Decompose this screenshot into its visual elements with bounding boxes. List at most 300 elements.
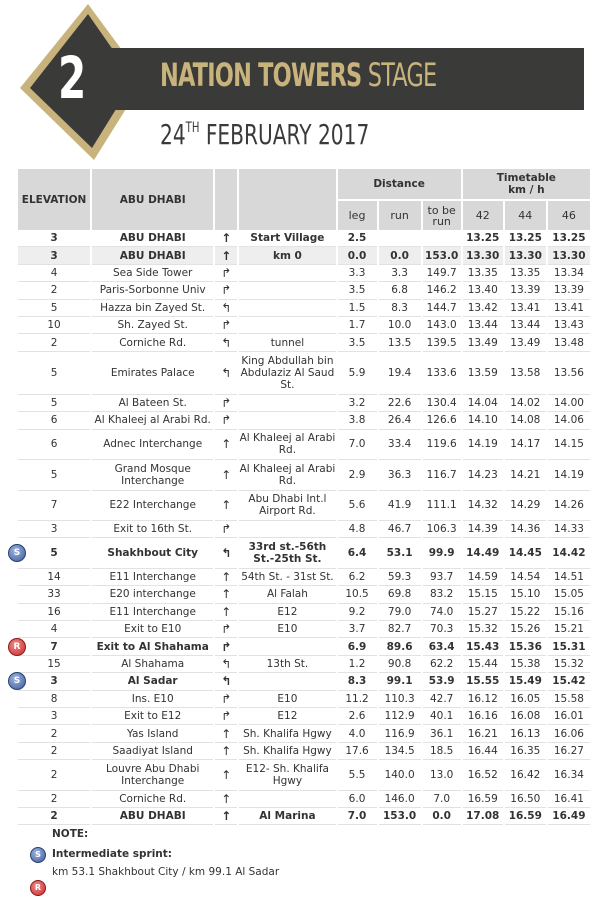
time-42-cell: [463, 247, 503, 264]
time-46-cell: [548, 491, 590, 522]
leg-text: 17.6: [345, 745, 369, 757]
location-cell: [92, 673, 213, 690]
leg-cell: [338, 521, 377, 538]
leg-cell: [338, 656, 377, 673]
elevation-text: 2: [50, 810, 58, 823]
time-44-text: 15.49: [508, 675, 542, 688]
time-42-cell: [463, 656, 503, 673]
time-42-cell: [463, 725, 503, 742]
elevation-cell: [18, 725, 90, 742]
time-46-text: 16.34: [553, 768, 584, 781]
street-cell: [239, 691, 335, 708]
time-44-cell: [505, 691, 546, 708]
turn-straight-icon: ↑: [221, 498, 232, 513]
to-be-run-text: 139.5: [426, 336, 457, 349]
to-be-run-cell: [423, 708, 461, 725]
time-44-cell: [505, 460, 546, 491]
turn-cell: [215, 230, 237, 247]
time-42-text: 13.40: [467, 284, 498, 297]
timetable: [13, 169, 592, 825]
location-cell: [92, 265, 213, 282]
run-cell: [379, 538, 421, 569]
elevation-text: 3: [50, 249, 58, 262]
table-row: [18, 708, 590, 725]
to-be-run-text: 130.4: [426, 396, 457, 409]
to-be-run-cell: [423, 247, 461, 264]
elevation-cell: [18, 334, 90, 351]
turn-right-icon: ↱: [221, 395, 232, 410]
to-be-run-cell: [423, 604, 461, 621]
turn-straight-icon: ↑: [221, 726, 232, 741]
turn-straight-icon: ↑: [221, 467, 232, 482]
to-be-run-text: 149.7: [426, 266, 457, 279]
sprint-title: Intermediate sprint:: [52, 848, 172, 860]
time-46-text: 14.00: [553, 396, 584, 409]
turn-straight-icon: ↑: [221, 248, 232, 263]
run-cell: [379, 230, 421, 247]
time-46-text: 16.27: [553, 745, 584, 757]
run-cell: [379, 282, 421, 299]
street-cell: [239, 673, 335, 690]
leg-cell: [338, 317, 377, 334]
time-44-text: 14.36: [510, 523, 541, 536]
sprint-icon: S: [30, 847, 46, 863]
street-text: Sh. Khalifa Hgwy: [243, 745, 332, 757]
time-42-text: 16.12: [467, 692, 498, 705]
time-44-cell: [505, 586, 546, 603]
to-be-run-cell: [423, 317, 461, 334]
time-44-cell: [505, 656, 546, 673]
time-46-cell: [548, 282, 590, 299]
time-44-text: 14.17: [510, 438, 541, 451]
location-cell: [92, 708, 213, 725]
to-be-run-cell: [423, 621, 461, 638]
time-46-cell: [548, 247, 590, 264]
location-text: Corniche Rd.: [119, 792, 187, 805]
time-42-text: 13.30: [466, 249, 500, 262]
leg-text: 7.0: [348, 438, 366, 451]
table-row: [18, 395, 590, 412]
elevation-cell: [18, 521, 90, 538]
time-46-cell: [548, 808, 590, 825]
leg-text: 3.5: [348, 336, 366, 349]
location-text: Yas Island: [126, 727, 179, 740]
time-44-cell: [505, 569, 546, 586]
time-44-cell: [505, 604, 546, 621]
location-text: E20 interchange: [109, 588, 196, 601]
turn-cell: [215, 334, 237, 351]
elevation-text: 5: [50, 396, 58, 409]
time-44-cell: [505, 282, 546, 299]
to-be-run-cell: [423, 352, 461, 395]
header-speed-44: 44: [505, 199, 546, 230]
time-46-cell: [548, 412, 590, 429]
to-be-run-text: 0.0: [432, 810, 451, 823]
table-row: [18, 673, 590, 690]
street-cell: [239, 569, 335, 586]
run-cell: [379, 604, 421, 621]
turn-left-icon: ↰: [221, 674, 232, 689]
time-44-text: 16.13: [510, 727, 541, 740]
street-text: King Abdullah bin Abdulaziz Al Saud St.: [240, 354, 335, 391]
time-42-text: 13.25: [466, 232, 500, 245]
run-text: 99.1: [386, 675, 413, 688]
time-42-cell: [463, 352, 503, 395]
table-row: [18, 300, 590, 317]
table-row: [18, 317, 590, 334]
street-text: Al Falah: [266, 588, 308, 601]
time-46-text: 16.49: [552, 810, 586, 823]
location-cell: [92, 491, 213, 522]
time-42-text: 16.44: [467, 745, 498, 757]
run-cell: [379, 725, 421, 742]
leg-text: 2.5: [347, 232, 367, 245]
time-46-text: 15.16: [553, 605, 584, 618]
time-42-cell: [463, 808, 503, 825]
time-46-text: 14.06: [553, 414, 584, 427]
to-be-run-text: 146.2: [426, 284, 457, 297]
time-42-text: 17.08: [466, 810, 500, 823]
to-be-run-cell: [423, 638, 461, 655]
turn-cell: [215, 673, 237, 690]
run-text: 53.1: [386, 547, 413, 560]
location-cell: [92, 430, 213, 461]
location-text: Ins. E10: [131, 692, 174, 705]
time-46-text: 15.58: [553, 692, 584, 705]
time-42-cell: [463, 673, 503, 690]
time-46-cell: [548, 621, 590, 638]
time-46-cell: [548, 317, 590, 334]
time-46-cell: [548, 430, 590, 461]
to-be-run-text: 153.0: [425, 249, 459, 262]
time-44-cell: [505, 708, 546, 725]
time-42-text: 16.59: [467, 792, 498, 805]
elevation-text: 2: [50, 284, 58, 297]
time-42-text: 16.16: [467, 710, 498, 723]
leg-text: 5.5: [348, 768, 366, 781]
location-cell: [92, 460, 213, 491]
run-text: 90.8: [387, 658, 412, 671]
time-44-cell: [505, 725, 546, 742]
sprint-icon: S: [8, 672, 26, 690]
time-44-text: 14.02: [510, 396, 541, 409]
table-row: [18, 460, 590, 491]
time-44-text: 16.35: [510, 745, 541, 757]
leg-cell: [338, 708, 377, 725]
header-distance: Distance: [338, 169, 461, 199]
location-text: ABU DHABI: [119, 232, 186, 245]
elevation-text: 6: [50, 414, 58, 427]
elevation-cell: [13, 538, 90, 569]
elevation-cell: [18, 656, 90, 673]
turn-cell: [215, 521, 237, 538]
time-44-cell: [505, 352, 546, 395]
r-icon: R: [8, 638, 26, 656]
elevation-text: 4: [50, 623, 58, 636]
time-46-text: 16.06: [553, 727, 584, 740]
run-cell: [379, 352, 421, 395]
time-44-text: 15.26: [510, 623, 541, 636]
elevation-cell: [18, 691, 90, 708]
run-text: 33.4: [387, 438, 412, 451]
run-cell: [379, 334, 421, 351]
elevation-cell: [18, 395, 90, 412]
header-turn: [215, 169, 237, 230]
elevation-cell: [18, 352, 90, 395]
elevation-cell: [13, 638, 90, 655]
leg-text: 3.7: [348, 623, 366, 636]
to-be-run-cell: [423, 334, 461, 351]
time-42-cell: [463, 282, 503, 299]
street-text: E12: [277, 605, 298, 618]
leg-text: 4.0: [348, 727, 366, 740]
table-row: [18, 586, 590, 603]
leg-cell: [338, 673, 377, 690]
time-46-cell: [548, 725, 590, 742]
time-42-cell: [463, 230, 503, 247]
elevation-text: 3: [50, 523, 58, 536]
run-cell: [379, 691, 421, 708]
turn-cell: [215, 569, 237, 586]
leg-cell: [338, 491, 377, 522]
time-46-cell: [548, 673, 590, 690]
elevation-cell: [18, 282, 90, 299]
street-cell: [239, 352, 335, 395]
street-text: Al Marina: [259, 810, 316, 823]
run-cell: [379, 317, 421, 334]
leg-cell: [338, 569, 377, 586]
run-text: 79.0: [387, 605, 412, 618]
time-46-cell: [548, 743, 590, 760]
street-cell: [239, 538, 335, 569]
header-speed-42: 42: [463, 199, 503, 230]
run-cell: [379, 247, 421, 264]
sprint-icon: S: [8, 544, 26, 562]
elevation-text: 2: [50, 792, 58, 805]
location-text: Exit to E10: [124, 623, 182, 636]
table-row: [18, 334, 590, 351]
location-text: Al Bateen St.: [118, 396, 187, 409]
run-text: 112.9: [384, 710, 415, 723]
time-44-text: 16.08: [510, 710, 541, 723]
elevation-text: 7: [50, 640, 58, 653]
to-be-run-cell: [423, 230, 461, 247]
time-42-text: 14.39: [467, 523, 498, 536]
street-text: Al Khaleej al Arabi Rd.: [239, 432, 336, 457]
turn-straight-icon: ↑: [221, 570, 232, 585]
location-text: Exit to Al Shahama: [96, 640, 209, 653]
to-be-run-cell: [423, 656, 461, 673]
time-46-text: 16.01: [553, 710, 584, 723]
leg-cell: [338, 395, 377, 412]
location-text: Adnec Interchange: [103, 438, 203, 451]
location-text: Grand Mosque Interchange: [114, 462, 191, 487]
street-text: E10: [277, 692, 298, 705]
turn-right-icon: ↱: [221, 622, 232, 637]
elevation-text: 2: [50, 336, 58, 349]
time-44-text: 16.50: [510, 792, 541, 805]
run-cell: [379, 430, 421, 461]
to-be-run-cell: [423, 743, 461, 760]
time-44-text: 16.42: [510, 768, 541, 781]
street-cell: [239, 725, 335, 742]
time-46-cell: [548, 708, 590, 725]
run-text: 46.7: [387, 523, 412, 536]
date-suffix: TH: [185, 120, 200, 136]
leg-cell: [338, 760, 377, 791]
location-cell: [92, 808, 213, 825]
table-row: [18, 808, 590, 825]
table-row: [18, 604, 590, 621]
to-be-run-text: 144.7: [426, 301, 457, 314]
location-cell: [92, 317, 213, 334]
time-46-text: 15.21: [553, 623, 584, 636]
time-44-cell: [505, 621, 546, 638]
to-be-run-text: 93.7: [429, 571, 454, 584]
location-cell: [92, 691, 213, 708]
leg-text: 10.5: [345, 588, 369, 601]
turn-cell: [215, 691, 237, 708]
time-44-cell: [505, 538, 546, 569]
location-cell: [92, 725, 213, 742]
street-cell: [239, 334, 335, 351]
leg-cell: [338, 791, 377, 808]
time-44-cell: [505, 334, 546, 351]
turn-cell: [215, 586, 237, 603]
to-be-run-text: 36.1: [429, 727, 454, 740]
table-row: [18, 791, 590, 808]
time-44-text: 14.45: [508, 547, 542, 560]
time-42-cell: [463, 621, 503, 638]
turn-cell: [215, 604, 237, 621]
location-cell: [92, 538, 213, 569]
location-text: Emirates Palace: [110, 366, 195, 379]
time-46-cell: [548, 300, 590, 317]
to-be-run-cell: [423, 430, 461, 461]
time-44-text: 14.54: [510, 571, 541, 584]
turn-straight-icon: ↑: [221, 744, 232, 758]
run-cell: [379, 743, 421, 760]
time-46-text: 14.42: [552, 547, 586, 560]
to-be-run-text: 62.2: [429, 658, 454, 671]
table-row: [18, 521, 590, 538]
time-42-cell: [463, 760, 503, 791]
elevation-text: 5: [50, 547, 58, 560]
table-row: [18, 638, 590, 655]
table-row: [18, 538, 590, 569]
location-text: ABU DHABI: [119, 249, 186, 262]
run-text: 146.0: [384, 792, 415, 805]
location-cell: [92, 247, 213, 264]
table-row: [18, 412, 590, 429]
time-46-cell: [548, 521, 590, 538]
elevation-text: 6: [50, 438, 58, 451]
to-be-run-cell: [423, 586, 461, 603]
time-42-text: 15.32: [467, 623, 498, 636]
time-44-cell: [505, 491, 546, 522]
elevation-text: 2: [50, 768, 58, 781]
elevation-text: 8: [50, 692, 58, 705]
leg-cell: [338, 586, 377, 603]
location-cell: [92, 395, 213, 412]
time-46-text: 13.43: [553, 319, 584, 332]
turn-cell: [215, 656, 237, 673]
time-46-text: 13.48: [553, 336, 584, 349]
elevation-text: 4: [50, 266, 58, 279]
leg-text: 8.3: [347, 675, 367, 688]
time-42-text: 15.43: [466, 640, 500, 653]
run-cell: [379, 412, 421, 429]
leg-cell: [338, 808, 377, 825]
turn-straight-icon: ↑: [221, 587, 232, 602]
street-text: Sh. Khalifa Hgwy: [243, 727, 332, 740]
time-42-cell: [463, 538, 503, 569]
time-42-text: 15.44: [467, 658, 498, 671]
leg-text: 7.0: [347, 810, 367, 823]
leg-cell: [338, 743, 377, 760]
time-46-text: 15.32: [553, 658, 584, 671]
location-cell: [92, 743, 213, 760]
time-44-text: 16.05: [510, 692, 541, 705]
street-cell: [239, 430, 335, 461]
turn-cell: [215, 791, 237, 808]
time-44-cell: [505, 412, 546, 429]
turn-cell: [215, 247, 237, 264]
street-cell: [239, 412, 335, 429]
run-cell: [379, 760, 421, 791]
run-cell: [379, 395, 421, 412]
street-cell: [239, 282, 335, 299]
table-row: [18, 491, 590, 522]
time-46-text: 15.05: [553, 588, 584, 601]
location-cell: [92, 760, 213, 791]
time-42-text: 14.59: [467, 571, 498, 584]
run-cell: [379, 460, 421, 491]
table-row: [18, 282, 590, 299]
turn-cell: [215, 491, 237, 522]
leg-cell: [338, 604, 377, 621]
to-be-run-cell: [423, 395, 461, 412]
time-46-cell: [548, 334, 590, 351]
turn-cell: [215, 638, 237, 655]
turn-cell: [215, 743, 237, 760]
time-44-text: 13.58: [510, 366, 541, 379]
time-44-cell: [505, 791, 546, 808]
header-timetable: Timetable km / h: [463, 169, 590, 199]
time-46-text: 14.33: [553, 523, 584, 536]
leg-cell: [338, 538, 377, 569]
location-cell: [92, 638, 213, 655]
time-42-text: 16.21: [467, 727, 498, 740]
elevation-text: 2: [50, 727, 58, 740]
time-46-cell: [548, 691, 590, 708]
time-46-text: 13.30: [552, 249, 586, 262]
elevation-text: 5: [50, 468, 58, 481]
time-46-text: 13.34: [553, 266, 584, 279]
turn-cell: [215, 395, 237, 412]
time-42-cell: [463, 334, 503, 351]
run-cell: [379, 621, 421, 638]
stage-date: [160, 118, 369, 151]
elevation-cell: [18, 430, 90, 461]
time-42-text: 13.35: [467, 266, 498, 279]
run-cell: [379, 300, 421, 317]
location-text: E11 Interchange: [109, 605, 196, 618]
time-42-cell: [463, 521, 503, 538]
time-46-cell: [548, 586, 590, 603]
table-row: [18, 691, 590, 708]
to-be-run-text: 13.0: [429, 768, 454, 781]
